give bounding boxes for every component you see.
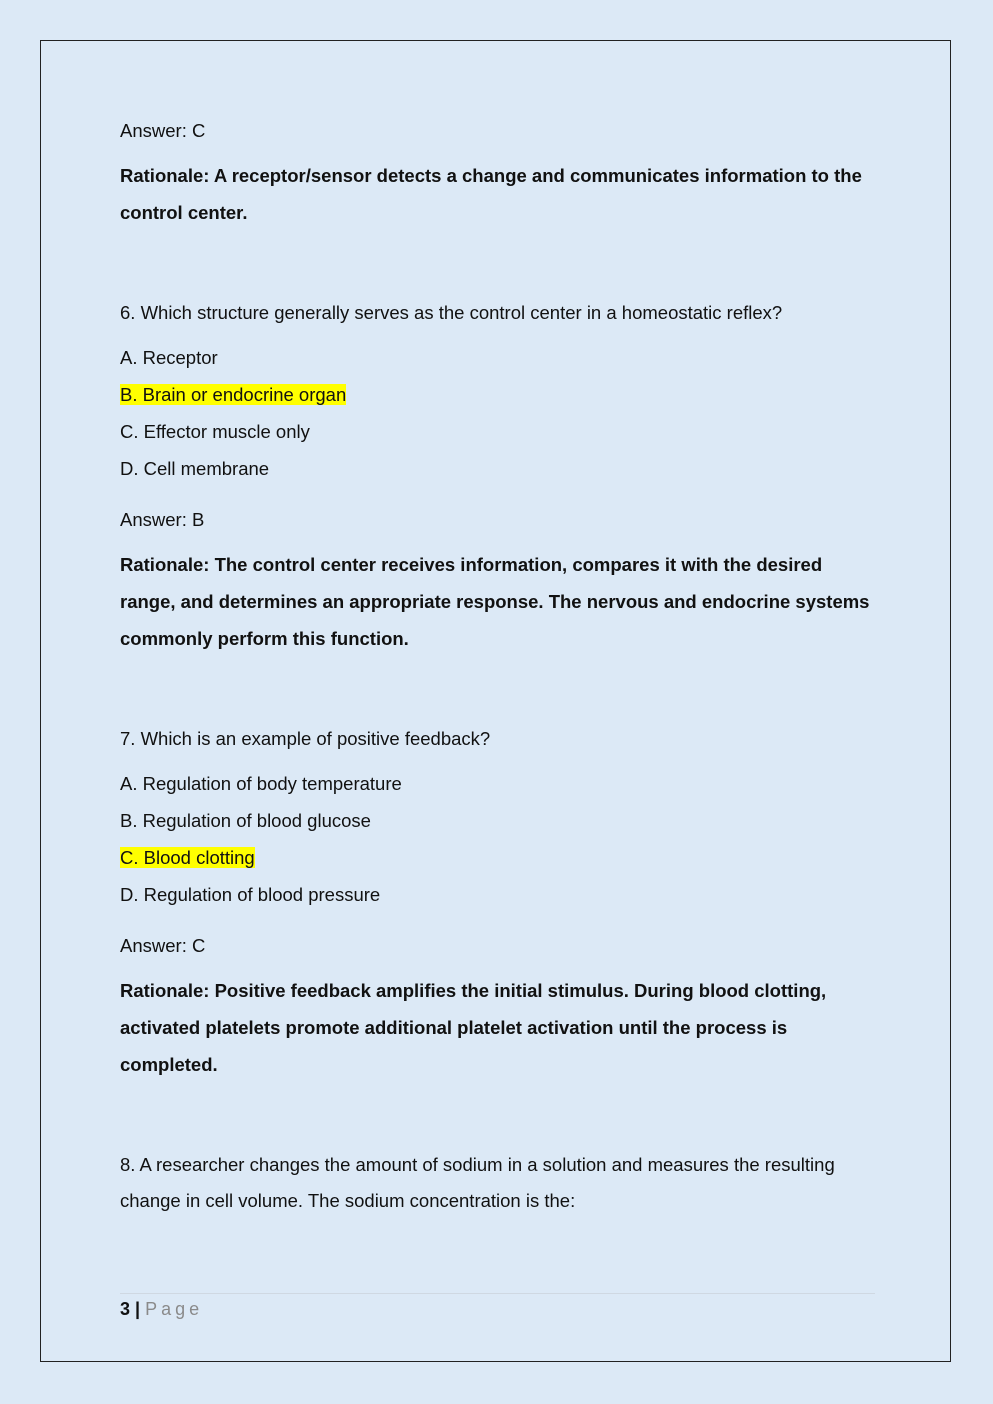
option-7a: A. Regulation of body temperature [120, 773, 402, 794]
option-7c-highlighted: C. Blood clotting [120, 847, 255, 868]
question-7: 7. Which is an example of positive feedback? [120, 728, 491, 749]
option-6a: A. Receptor [120, 347, 218, 368]
option-7d: D. Regulation of blood pressure [120, 884, 381, 905]
page-number: 3 [120, 1299, 131, 1319]
rationale-6: Rationale: The control center receives information, compares it with the desired range, and determines an appropriate response. The nervous and endocrine systems commonly perform this function. [120, 554, 870, 649]
option-6c: C. Effector muscle only [120, 421, 310, 442]
question-8: 8. A researcher changes the amount of sodium in a solution and measures the resulting change in cell volume. The sodium concentration is the: [120, 1154, 835, 1211]
spacer [120, 1083, 880, 1147]
answer-6: Answer: B [120, 509, 205, 530]
options-7 [120, 771, 880, 919]
option-7b: B. Regulation of blood glucose [120, 810, 371, 831]
options-6 [120, 345, 880, 493]
document-body [120, 118, 880, 1219]
answer-text: Answer: C [120, 120, 206, 141]
page-footer [120, 1293, 875, 1321]
rationale-text: Rationale: A receptor/sensor detects a change and communicates information to the control center. [120, 165, 862, 223]
option-6b-highlighted: B. Brain or endocrine organ [120, 384, 347, 405]
rationale-7: Rationale: Positive feedback amplifies the initial stimulus. During blood clotting, activated platelets promote additional platelet activation until the process is completed. [120, 980, 827, 1075]
footer-separator: | [130, 1299, 146, 1319]
spacer [120, 657, 880, 721]
option-6d: D. Cell membrane [120, 458, 270, 479]
page-label: Page [145, 1299, 204, 1319]
spacer [120, 231, 880, 295]
answer-7: Answer: C [120, 935, 206, 956]
question-6: 6. Which structure generally serves as the control center in a homeostatic reflex? [120, 302, 783, 323]
